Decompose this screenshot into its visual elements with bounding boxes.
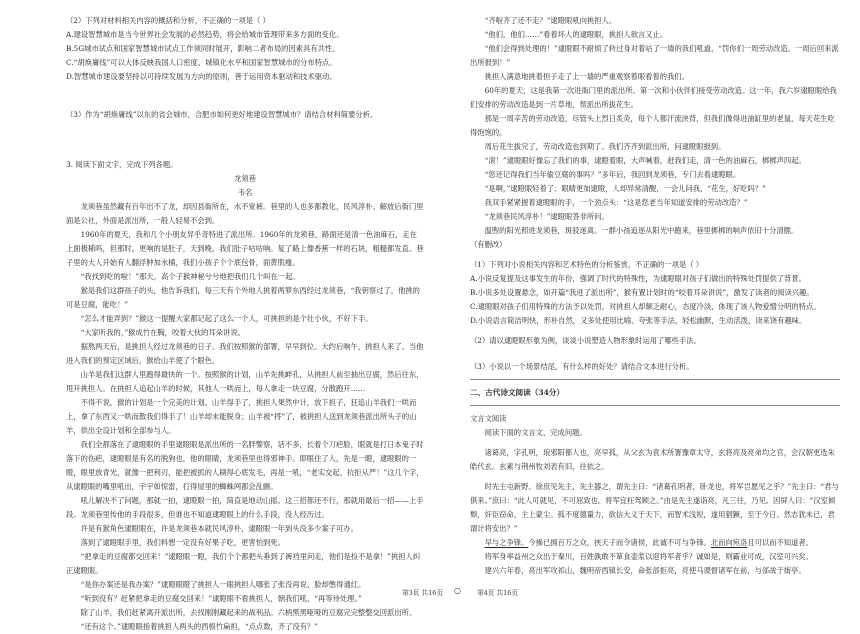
story-paragraph: “他们会得到处理的！”逮瞪眼不耐烦了转过身对着站了一墙的我们吼道，“罚你们一周劳动改造。一周后回来派出所报到！” — [470, 44, 839, 67]
option-b: B.小说多处设置悬念，如开篇“我进了派出所”，猴有置计划时的“咬着耳朵讲说”，激发了读者的阅读兴趣。 — [470, 288, 814, 297]
story-paragraph: 除了山羊，我们赶紧离开派出所，去找刚刚藏起来的战利品。六柄黑黑哑哑的豆腐完完整整交回派出所。 — [80, 608, 417, 617]
classical-paragraph: 时先主屯新野。徐庶见先主，先主器之，谓先主曰：“诸葛孔明者，卧龙也，将军岂愿见之乎？”先主曰：“君与俱来。”庶曰：“此人可就见，不可屈致也。将军宜枉驾顾之。”由是先主遂诣亮，凡三往，乃见。因屏人曰：“汉室倾颓，奸臣窃命，主上蒙尘。孤不度德量力，欲信大义于天下，而智术浅短，遂用猖獗，至于今日。然志犹未已，君谓计将安出？” — [470, 482, 839, 533]
story-paragraph: 许是有猴角色逮瞪眼在，许是龙须巷本就民风淳朴，逮瞪眼一年到头没多少案子可办。 — [80, 524, 358, 533]
story-paragraph: 我双手紧紧握着逮瞪眼的手，一个劲点头：“这是您老当年知道安排的劳动改造？” — [484, 198, 748, 207]
story-paragraph: “怎么才能弄到？”猴这一提醒大家都记起了这么一个人，可挑担的是个壮小伙，不好下手。 — [80, 314, 373, 323]
story-paragraph: 挑担人满意地挑着担子走了上一墙的严重观察着眼看着的我们。 — [484, 72, 689, 81]
story-paragraph: “我找到吃的啦！”那天，高个子猴神秘兮兮地把我们几个叫在一起。 — [80, 272, 300, 281]
classical-text: 且可以而不知道者。 — [747, 538, 813, 547]
option-a: A.小说反复提及这事发生的年份，强调了时代的特殊性，为逮瞪眼对孩子们做出的特殊处罚提供了背景。 — [470, 274, 806, 283]
story-paragraph: “龙须巷民风淳朴！”逮瞪眼答非所问。 — [484, 212, 609, 221]
page-number-left: 第3页 共16页 — [402, 589, 444, 597]
classical-paragraph: 将军身率益州之众出于秦川，百姓孰敢不箪食壶浆以迎将军者乎？诚如是，则霸业可成，汉室可兴矣。 — [484, 552, 813, 561]
left-column — [66, 14, 424, 634]
story-paragraph: “他们，他们……”看着坏人的逮瞪眼，挑担人欲言又止。 — [484, 30, 668, 39]
option-c: C.“胡焕庸线”可以大体反映我国人口密度、城镇化水平和国家智慧城市的分布特点。 — [66, 58, 337, 67]
story-paragraph: 吼儿解决不了问题，那就一拍，逮瞪眼一拍，简直是地动山摇。这三招都还不行，那就用最后一招——上手段。龙须巷里传他的手段很多，但谁也不知道逮瞪眼上的什么手段，没人经历过。 — [66, 496, 424, 519]
section-2-heading: 二、古代诗文阅读（34分） — [470, 388, 565, 397]
story-author: 韦名 — [237, 188, 253, 197]
option-b: B.5G城市试点和国家智慧城市试点工作须同时展开，影响二者布局的因素具有共性。 — [66, 44, 340, 53]
story-paragraph: 山羊是我们这群人里跑得最快的一个。按照猴的计划，山羊先挑衅孔，从挑担人前至抽出豆腐，然后往东，甩开挑担人。在挑担人追起山羊的时候，其他人一哄而上，每人拿走一块豆腐，分散跑开…… — [66, 370, 424, 393]
classical-instruction: 阅读下面的文言文，完成问题。 — [484, 428, 587, 437]
story-paragraph: 落到了逮瞪眼手里，我们料想一定没有好果子吃，更害怕到死。 — [80, 538, 285, 547]
circle-icon: ○ — [454, 586, 461, 595]
story-paragraph: 那是一周辛苦的劳动改造，尽管头上烈日炙灸，每个人都汗流浃背，但我们像得进油缸里的老鼠，每天花生吃得饱饱的。 — [470, 114, 835, 137]
question-3-stem: （3）小说以一个场景结尾，有什么样的好处？请结合文本进行分析。 — [470, 362, 694, 371]
story-paragraph: “听到没有？赶紧把拿走的豆腐交回来！”逮瞪眼不看挑担人，朝我们吼，“再等待处理。” — [80, 594, 362, 603]
edit-note: （有删改） — [470, 240, 507, 249]
page-footer — [0, 587, 860, 601]
story-paragraph: 猴是我们这群孩子的头，他告诉我们，每三天有个外地人挑着两箩东西经过龙须巷，“我钥察过了，他挑的可是豆腐，能吃！” — [66, 286, 420, 309]
right-column — [470, 14, 840, 578]
classical-paragraph: 诸葛亮，字孔明，琅邪阳都人也，亮早孤，从父玄为袁术所署豫章太守，玄将亮及亮弟均之官，会汉朝更选朱皓代玄。玄素与荆州牧刘表有旧，往依之。 — [470, 448, 835, 471]
story-paragraph: “是你办案还是我办案？”逮瞪眼瞪了挑担人一眼挑担人哪张了张没再说，脸却憋得通红。 — [80, 580, 366, 589]
story-paragraph: “大家听我的，”猴成竹在胸，咬着大伙的耳朵讲说。 — [80, 328, 245, 337]
option-c: C.逮瞪眼对孩子们用特殊的方法予以处罚，对挑担人却颇乏耐心，态度冷淡，体现了该人物爱憎分明的特点。 — [470, 302, 821, 311]
underlined-sentence: 北而向宛洛 — [710, 538, 748, 547]
story-paragraph: 龙须巷虽然藏有百年出不了龙，却因县衙所在，水不宽裤。巷里的人也多都教化，民风淳朴。解放后衙门里面是公社，外面是派出所，一般人轻易不会到。 — [66, 202, 424, 225]
classical-reading-title: 文言文阅读 — [470, 414, 507, 423]
option-d: D.智慧城市建设要坚持以可持续发展为方向的原则，善于运用资本驱动和技术驱动。 — [66, 72, 337, 81]
story-paragraph: “您还记得我们当年偷豆腐的事吗？”多年后，我回到龙须巷，专门去看逮瞪眼。 — [484, 170, 741, 179]
story-paragraph: 60年的夏天，这是我第一次进衙门里的派出所。第一次和小伙伴们接受劳动改造。这一年，我六岁逮瞪眼给我们安排的劳动改造是到一片草地，帮派出所拔花生。 — [470, 86, 837, 109]
classical-paragraph: 建兴六年春，亮出军攻祁山，魏明帝西镇长安，命张郃拒亮，亮使马谡督诸军在前，与郃战于街亭。 — [484, 566, 806, 575]
classical-paragraph — [470, 536, 840, 550]
story-paragraph: 1960年的夏天，我和几个小朋友异乎奇特进了派出所。1960年的龙须巷，路面还是清一色油麻石，走在上面极稀吗，但那时，更响的是肚子，天到晚，我们肚子咕咕响。复了路上像香蕉一样的石块，粗糙都发直。巷子里的大人开始有人翻浮肿加水桶，我们小孩子个个底包骨，面黄肌瘦。 — [66, 230, 424, 267]
option-d: D.小说语言简洁明快，形朴自然，又多处使用比喻、夸张等手法，轻松幽默，生动活泼，读来饶有趣味。 — [470, 316, 807, 325]
section-3-instruction: 3. 阅读下面文字，完成下列各题。 — [66, 160, 178, 169]
story-paragraph: “滚！”逮瞪眼好像忘了我们的事，逮瞪着眼，大声喊着，赶我们走，清一色的油麻石，梆梆声四起。 — [484, 156, 806, 165]
story-paragraph: 温煦的阳光照进龙须巷，斑驳迷离。一群小孩追逐从阳光中跑来，巷里梆梆的响声依旧十分清脆。 — [484, 226, 799, 235]
question-1-stem: （1）下列对小说相关内容和艺术特色的分析鉴赏，不正确的一项是（ ） — [470, 260, 704, 269]
story-paragraph: “还有这个。”逮瞪眼指着挑担人两头的西根竹扁担，“点点数，齐了没有？” — [80, 622, 319, 631]
story-paragraph: “是啊，”逮瞪眼轻着了；眼睛更加逮瞪，人却异常清醒，一会儿问我，“花生，好吃吗？” — [484, 184, 766, 193]
story-title: 龙须巷 — [234, 174, 256, 183]
story-paragraph: 据熬两天后，是挑担人经过龙须巷的日子。我们按照猴的部署，早早到位。大约后晌午，挑担人来了。当他进入我们的预定区域后，猴给山羊使了个眼色。 — [66, 342, 424, 365]
page-number-right: 第4页 共16页 — [477, 589, 519, 597]
question-2-stem: （2）下列对材料相关内容的概括和分析，不正确的一项是（ ） — [66, 16, 270, 25]
underlined-sentence: 早与之争锋。 — [484, 538, 529, 547]
section-divider — [470, 379, 840, 380]
story-paragraph: “把拿走的豆腐都交回来！”逮瞪眼一瞪，我们个个都把头垂到了裤裆里问走，他们是捡不是拿！”挑担人纠正逮瞪眼。 — [66, 552, 421, 575]
story-paragraph: “齐啦齐了还不走？”逮瞪眼吼向挑担人。 — [484, 16, 617, 25]
option-a: A.建设智慧城市是当今世界社会发展的必然趋势，将会给城市管理带来多方面的变化。 — [66, 30, 344, 39]
section-divider — [470, 405, 840, 406]
question-3-stem: （3）作为“胡焕庸线”以东的省会城市，合肥市如何更好地建设智慧城市？请结合材料简要分析。 — [66, 110, 378, 119]
classical-text: 今操已拥百万之众，挟天子而令诸侯，此诚不可与争锋。 — [528, 538, 711, 547]
question-2-stem: （2）请以逮瞪眼形象为例，谈谈小说塑造人物形象时运用了哪些手法。 — [470, 336, 701, 345]
story-paragraph: 不得不说，猴的计划是一个完美的计划。山羊得手了，挑担人果然中计，放下担子，狂追山羊我们一哄而上，拿了东西又一哄而散我们得手了！山羊却未能脱身；山羊被“捋”了，被挑担人送到龙须巷派出所头子的山羊，供出全设计划和全部参与人。 — [66, 398, 417, 435]
story-paragraph: 我们全都落在了逮瞪眼的手里逮瞪眼是派出所的一名胖警察，话不多，长着个刀疤脸，眼就是打日本鬼子时落下的伤疤，逮瞪眼是有名的脱狗也，他的眼睛，龙须巷里也得邪神手。即眼住了人，先是一瞪，逮瞪眼的一瞪，眼里放青光，就像一把利刃，能把被抓的人刷得心底发毛，再是一吼，“老实交起，抗拒从严！”这几个字，从逮瞪眼的嘴里吼出，宇宇如惊雷，打得屋里的蜘蛛网都会乱颤。 — [66, 440, 424, 491]
story-paragraph: 周后花生拔完了，劳动改造也到期了。我们齐齐到派出所，问逮瞪眼报到。 — [484, 142, 726, 151]
